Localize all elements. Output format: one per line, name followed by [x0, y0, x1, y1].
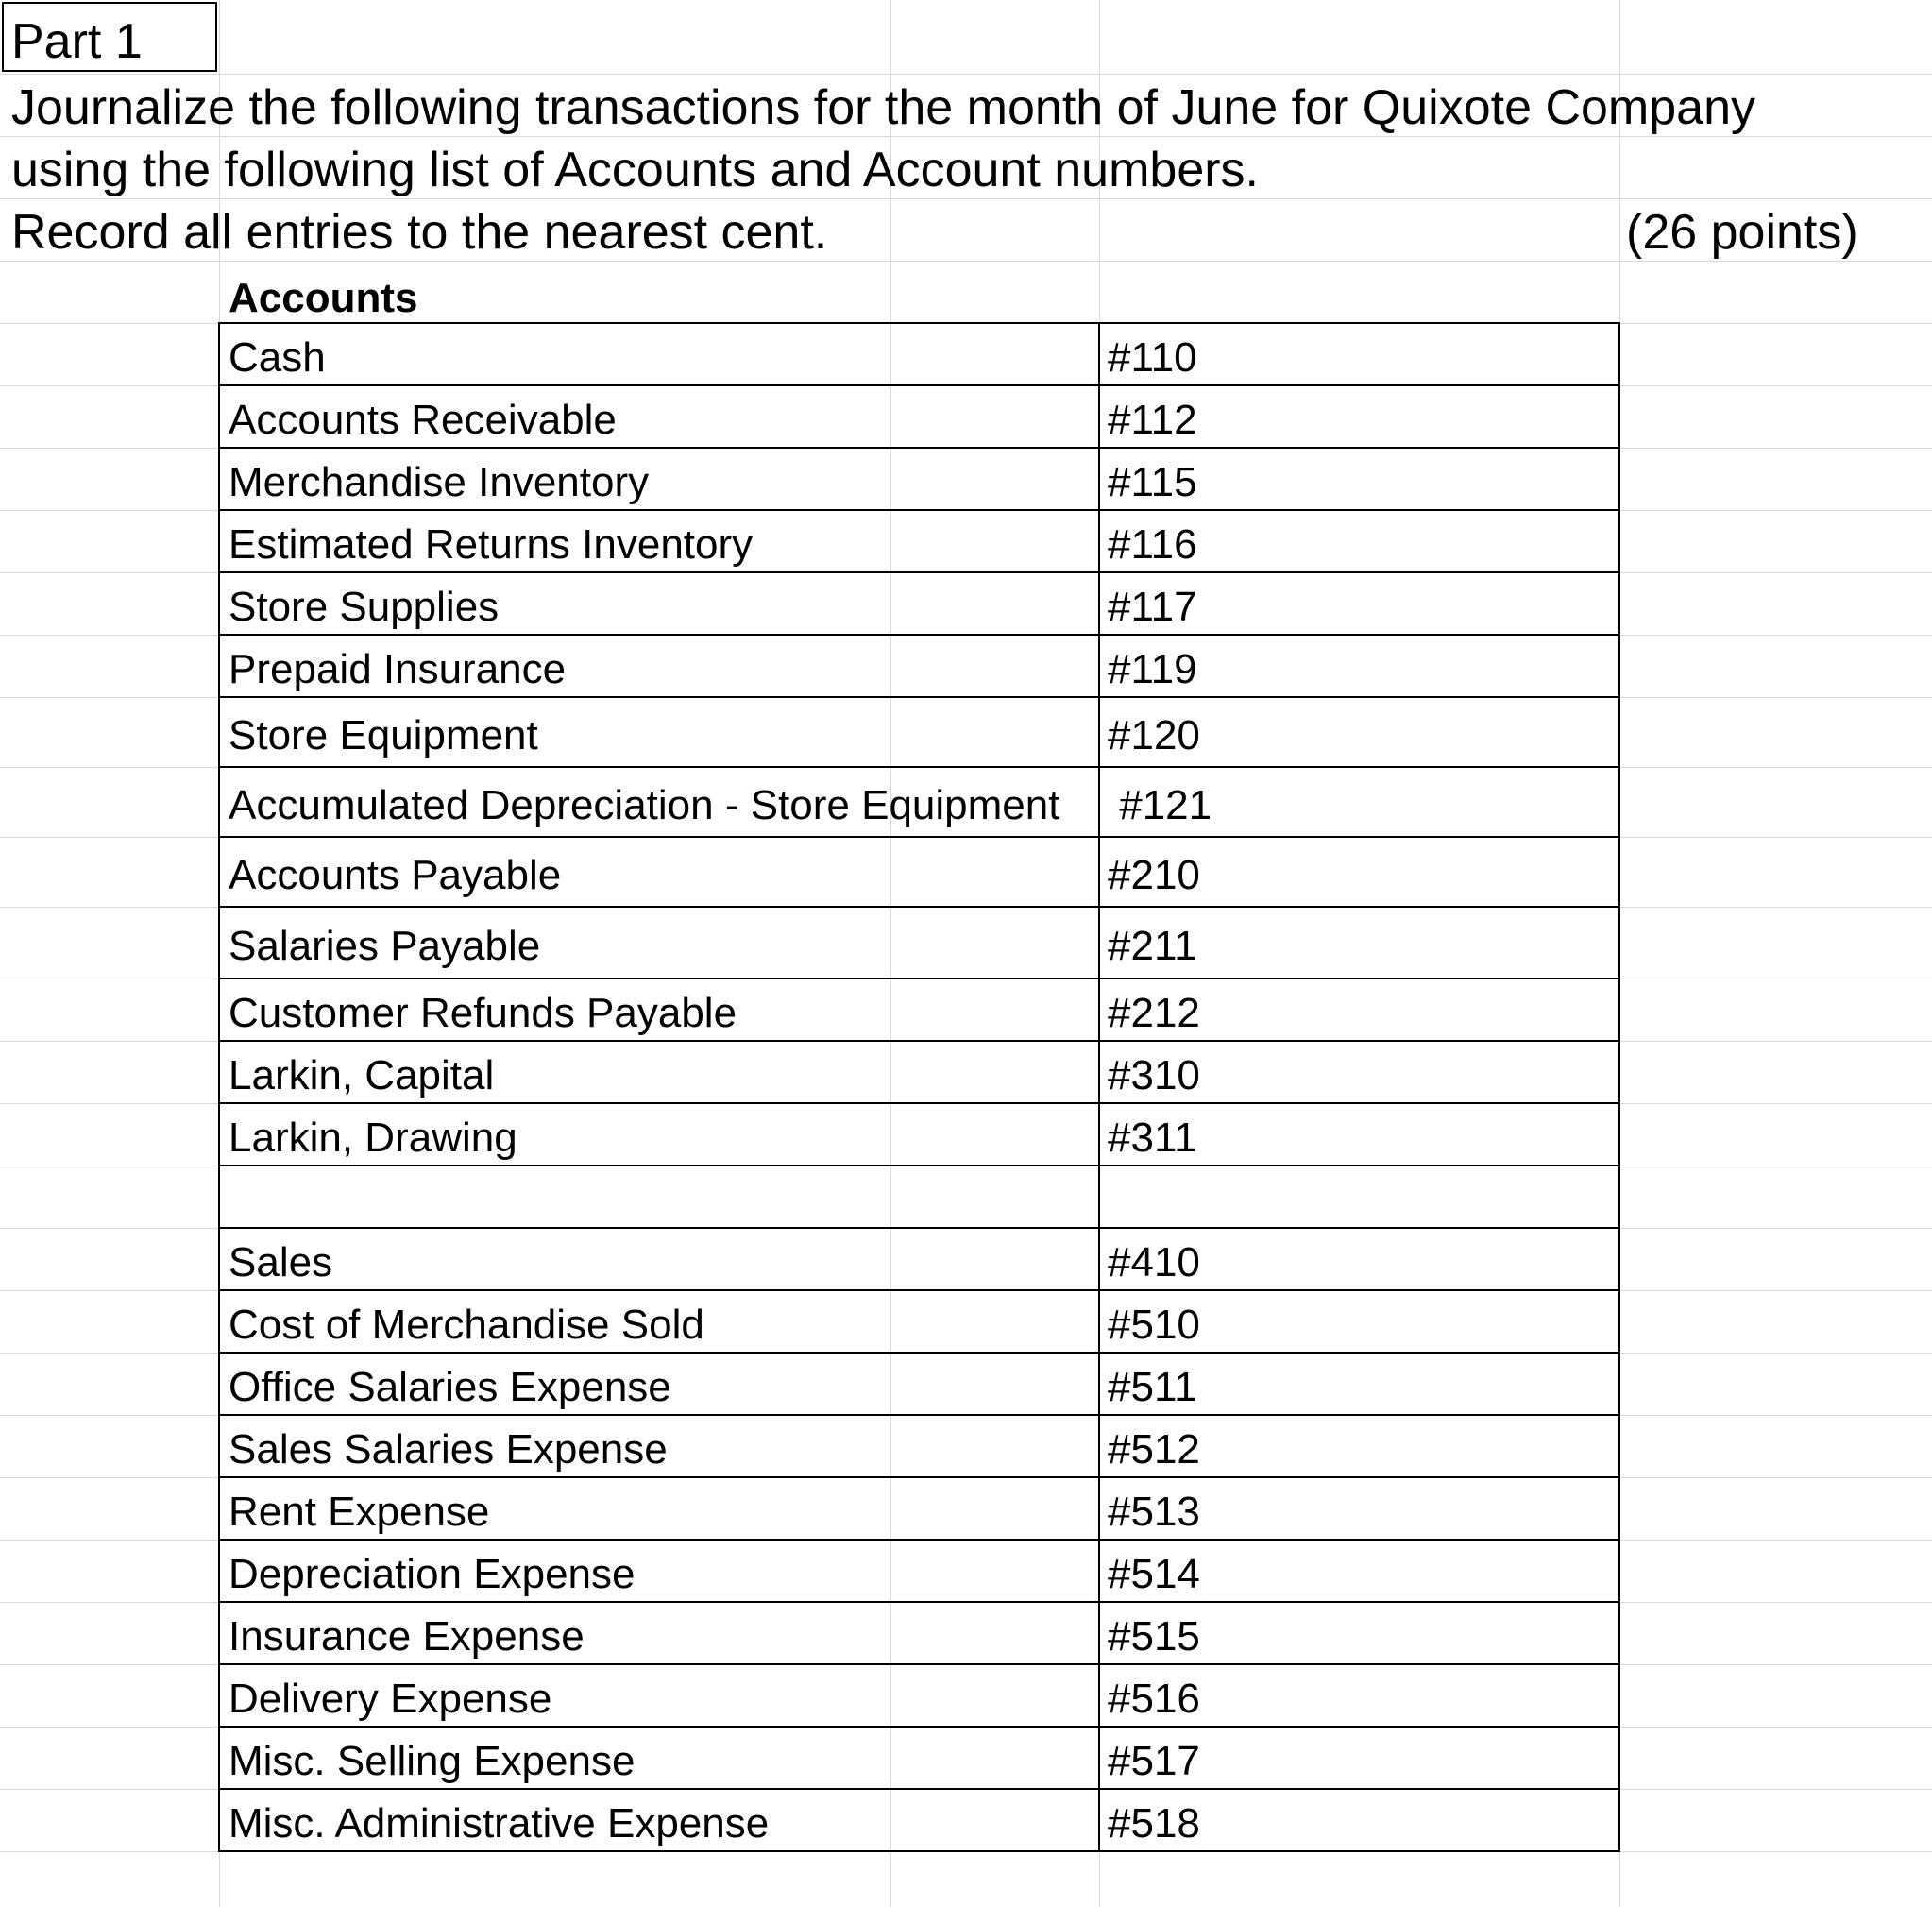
table-border-horizontal [219, 1040, 1619, 1042]
account-number[interactable]: #517 [1108, 1738, 1200, 1784]
table-border-horizontal [219, 766, 1619, 768]
instruction-line-3: Record all entries to the nearest cent. [11, 205, 828, 260]
grid-row-line [0, 198, 1932, 199]
account-name[interactable]: Accumulated Depreciation - Store Equipment [229, 782, 1060, 828]
table-border-horizontal [219, 836, 1619, 838]
table-border-horizontal [219, 1726, 1619, 1728]
account-name[interactable]: Insurance Expense [229, 1613, 585, 1660]
table-border-horizontal [219, 1850, 1619, 1852]
table-border-horizontal [219, 447, 1619, 449]
account-name[interactable]: Cash [229, 334, 326, 381]
account-name[interactable]: Sales Salaries Expense [229, 1426, 668, 1473]
account-name[interactable]: Store Equipment [229, 712, 538, 758]
account-number[interactable]: #210 [1108, 852, 1200, 898]
table-border-horizontal [219, 571, 1619, 573]
account-number[interactable]: #310 [1108, 1052, 1200, 1098]
instruction-line-2: using the following list of Accounts and Account numbers. [11, 143, 1259, 197]
account-number[interactable]: #212 [1108, 990, 1200, 1036]
account-name[interactable]: Accounts Payable [229, 852, 562, 898]
account-name[interactable]: Customer Refunds Payable [229, 990, 737, 1036]
account-name[interactable]: Cost of Merchandise Sold [229, 1302, 704, 1348]
table-border-horizontal [219, 1352, 1619, 1354]
account-number[interactable]: #510 [1108, 1302, 1200, 1348]
account-number[interactable]: #112 [1108, 397, 1197, 443]
table-border-horizontal [219, 906, 1619, 908]
account-name[interactable]: Larkin, Capital [229, 1052, 495, 1098]
account-name[interactable]: Salaries Payable [229, 923, 541, 969]
table-border-vertical [1618, 322, 1620, 1852]
account-name[interactable]: Larkin, Drawing [229, 1115, 517, 1161]
table-border-horizontal [219, 1227, 1619, 1229]
account-number[interactable]: #511 [1108, 1364, 1197, 1410]
grid-column-line [890, 0, 891, 1907]
account-number[interactable]: #211 [1108, 923, 1197, 969]
table-border-vertical [218, 322, 220, 1852]
table-border-vertical [1098, 322, 1100, 1852]
table-border-horizontal [219, 1165, 1619, 1166]
account-number[interactable]: #119 [1108, 646, 1197, 692]
table-border-horizontal [219, 1663, 1619, 1665]
table-border-horizontal [219, 1102, 1619, 1104]
table-border-horizontal [219, 1788, 1619, 1790]
account-name[interactable]: Accounts Receivable [229, 397, 617, 443]
table-border-horizontal [219, 384, 1619, 386]
account-name[interactable]: Estimated Returns Inventory [229, 521, 754, 568]
table-border-horizontal [219, 1414, 1619, 1416]
account-name[interactable]: Sales [229, 1239, 333, 1286]
points-label: (26 points) [1626, 205, 1858, 260]
account-name[interactable]: Delivery Expense [229, 1676, 552, 1722]
account-name[interactable]: Depreciation Expense [229, 1551, 636, 1597]
account-name[interactable]: Store Supplies [229, 584, 500, 630]
instruction-line-1: Journalize the following transactions for the month of June for Quixote Company [11, 80, 1755, 135]
table-border-horizontal [219, 1476, 1619, 1478]
account-name[interactable]: Misc. Administrative Expense [229, 1800, 770, 1847]
account-name[interactable]: Merchandise Inventory [229, 459, 650, 505]
grid-row-line [0, 261, 1932, 262]
account-number[interactable]: #518 [1108, 1800, 1200, 1847]
table-border-horizontal [219, 322, 1619, 324]
account-number[interactable]: #516 [1108, 1676, 1200, 1722]
grid-row-line [0, 136, 1932, 137]
account-number[interactable]: #117 [1108, 584, 1197, 630]
account-number[interactable]: #110 [1108, 334, 1197, 381]
grid-row-line [0, 74, 1932, 75]
account-number[interactable]: #116 [1108, 521, 1197, 568]
accounts-header: Accounts [229, 275, 418, 321]
table-border-horizontal [219, 1539, 1619, 1541]
table-border-horizontal [219, 978, 1619, 979]
account-number[interactable]: #512 [1108, 1426, 1200, 1473]
account-number[interactable]: #515 [1108, 1613, 1200, 1660]
part-label: Part 1 [11, 14, 143, 69]
account-number[interactable]: #115 [1108, 459, 1197, 505]
table-border-horizontal [219, 634, 1619, 636]
account-number[interactable]: #120 [1108, 712, 1200, 758]
account-number[interactable]: #410 [1108, 1239, 1200, 1286]
account-number[interactable]: #513 [1108, 1489, 1200, 1535]
table-border-horizontal [219, 509, 1619, 511]
account-number[interactable]: #121 [1108, 782, 1212, 828]
table-border-horizontal [219, 696, 1619, 698]
account-name[interactable]: Misc. Selling Expense [229, 1738, 636, 1784]
table-border-horizontal [219, 1289, 1619, 1291]
account-number[interactable]: #514 [1108, 1551, 1200, 1597]
account-number[interactable]: #311 [1108, 1115, 1197, 1161]
account-name[interactable]: Prepaid Insurance [229, 646, 567, 692]
account-name[interactable]: Office Salaries Expense [229, 1364, 671, 1410]
account-name[interactable]: Rent Expense [229, 1489, 490, 1535]
table-border-horizontal [219, 1601, 1619, 1603]
